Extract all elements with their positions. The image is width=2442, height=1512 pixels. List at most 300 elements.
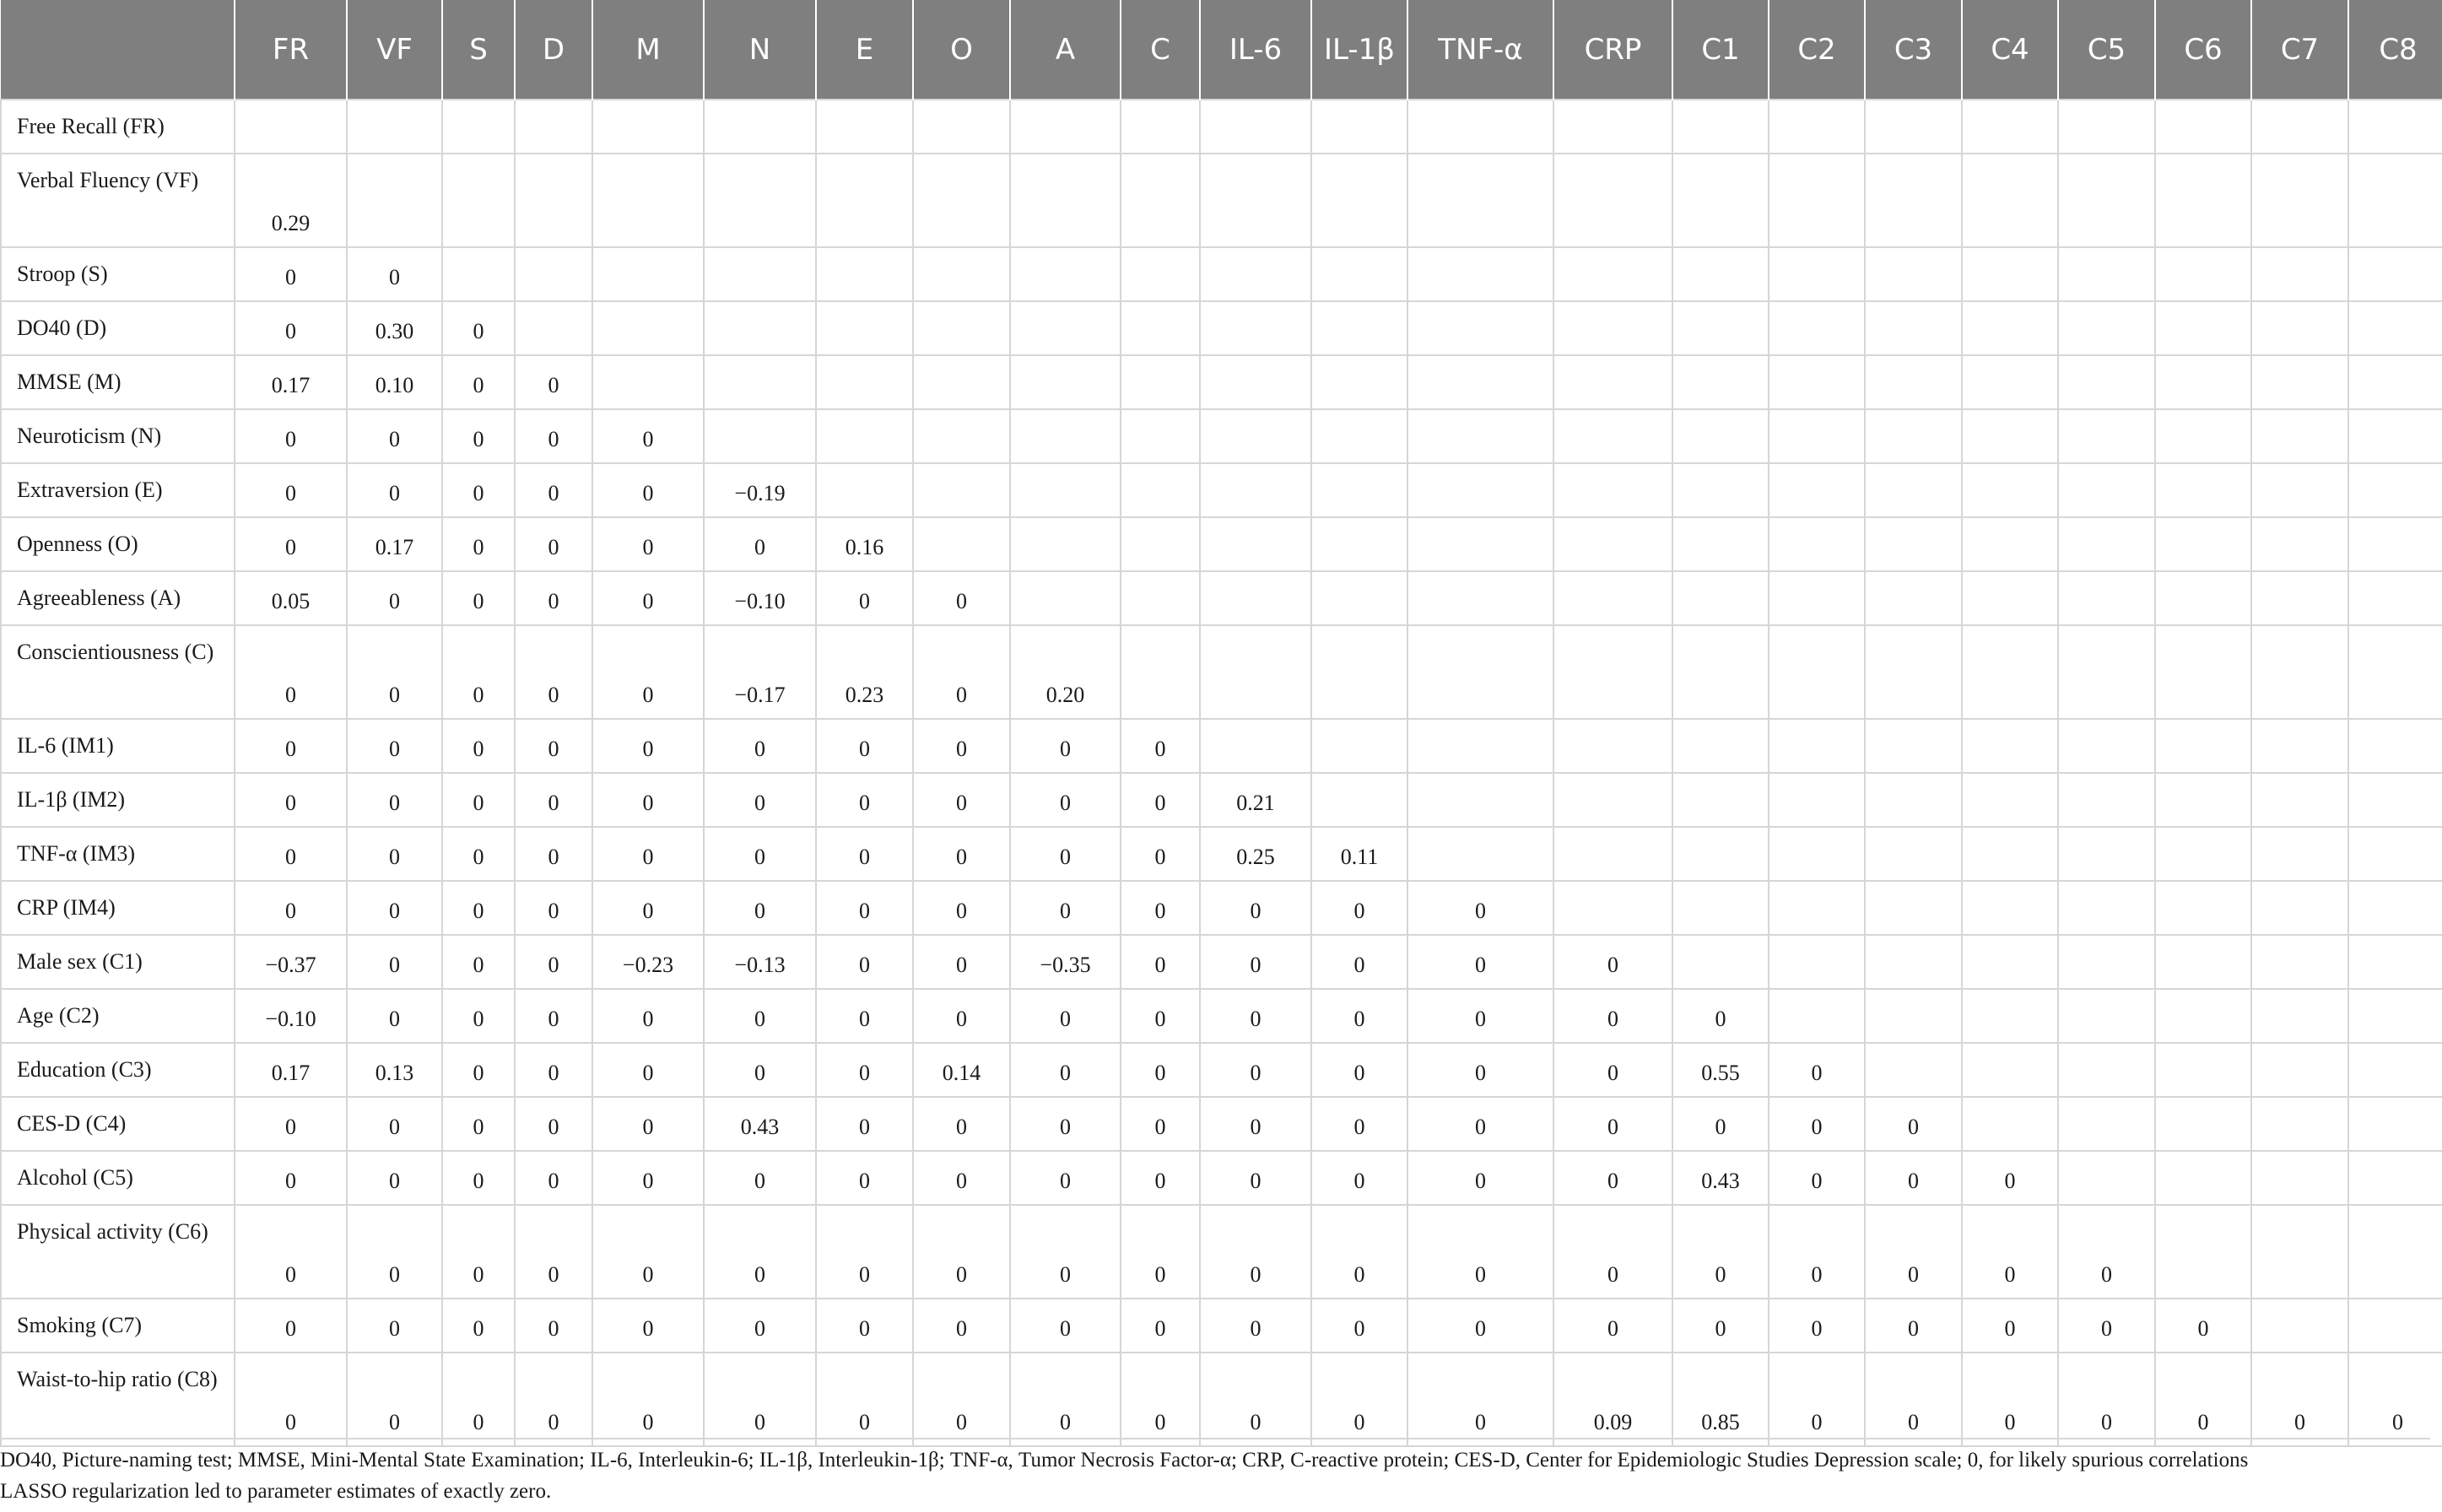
table-cell: −0.19 <box>704 463 816 517</box>
table-cell: 0 <box>592 1353 704 1446</box>
table-cell <box>1962 409 2058 463</box>
table-cell <box>515 301 592 355</box>
table-cell: 0 <box>1010 1205 1121 1299</box>
table-cell <box>1865 463 1962 517</box>
table-cell: 0 <box>515 935 592 989</box>
table-cell <box>1553 881 1672 935</box>
table-cell <box>2348 935 2442 989</box>
table-cell <box>2155 1205 2251 1299</box>
table-cell <box>1407 625 1553 719</box>
table-cell: 0 <box>1865 1205 1962 1299</box>
table-cell: 0 <box>1010 1097 1121 1151</box>
table-cell: 0 <box>1672 989 1769 1043</box>
table-cell: 0.55 <box>1672 1043 1769 1097</box>
table-cell: 0 <box>592 989 704 1043</box>
row-label: Alcohol (C5) <box>1 1151 235 1205</box>
table-cell: 0 <box>1962 1151 2058 1205</box>
table-cell <box>2251 154 2348 247</box>
table-cell <box>2058 517 2155 571</box>
row-label: Openness (O) <box>1 517 235 571</box>
table-cell <box>1010 571 1121 625</box>
table-cell <box>2348 517 2442 571</box>
table-cell <box>1121 463 1200 517</box>
table-cell: 0 <box>816 1299 913 1353</box>
table-cell <box>1200 409 1311 463</box>
table-cell: 0.17 <box>347 517 442 571</box>
row-label: Waist-to-hip ratio (C8) <box>1 1353 235 1446</box>
table-cell: 0 <box>913 827 1010 881</box>
table-cell <box>2155 827 2251 881</box>
table-row <box>1 1043 2442 1097</box>
table-cell <box>2155 409 2251 463</box>
table-cell: 0 <box>704 1353 816 1446</box>
table-cell: 0 <box>1672 1205 1769 1299</box>
table-cell <box>1311 100 1407 154</box>
table-cell: 0 <box>235 827 347 881</box>
table-cell <box>1672 625 1769 719</box>
table-cell <box>2155 355 2251 409</box>
table-cell <box>2251 989 2348 1043</box>
table-cell: 0 <box>347 773 442 827</box>
table-cell: 0 <box>1769 1097 1865 1151</box>
table-cell <box>1407 355 1553 409</box>
table-cell <box>2058 409 2155 463</box>
table-cell <box>1962 571 2058 625</box>
table-cell: 0 <box>1200 1353 1311 1446</box>
table-cell <box>1311 301 1407 355</box>
table-cell <box>2348 571 2442 625</box>
table-cell: 0 <box>592 881 704 935</box>
table-cell: 0 <box>1200 881 1311 935</box>
table-cell <box>1672 719 1769 773</box>
table-cell <box>1553 827 1672 881</box>
table-cell: 0 <box>592 827 704 881</box>
table-cell: 0 <box>1200 1043 1311 1097</box>
table-cell: 0 <box>1769 1299 1865 1353</box>
table-cell <box>1553 301 1672 355</box>
table-cell: 0 <box>235 881 347 935</box>
column-header: TNF-α <box>1407 0 1553 100</box>
table-cell: 0 <box>1769 1043 1865 1097</box>
table-cell <box>816 463 913 517</box>
table-cell: 0 <box>1769 1151 1865 1205</box>
table-cell <box>2348 1151 2442 1205</box>
table-cell: 0 <box>1672 1097 1769 1151</box>
table-cell: 0 <box>816 1353 913 1446</box>
table-cell <box>1672 463 1769 517</box>
table-row <box>1 1097 2442 1151</box>
table-cell: 0 <box>515 1353 592 1446</box>
table-cell: 0.43 <box>704 1097 816 1151</box>
table-cell <box>1121 517 1200 571</box>
table-cell <box>913 517 1010 571</box>
table-cell: 0 <box>1010 989 1121 1043</box>
table-cell <box>1865 355 1962 409</box>
table-cell: 0 <box>816 827 913 881</box>
table-cell: 0 <box>592 1097 704 1151</box>
table-cell <box>2251 409 2348 463</box>
table-cell: 0 <box>1311 1097 1407 1151</box>
table-cell: 0.14 <box>913 1043 1010 1097</box>
table-cell <box>913 409 1010 463</box>
table-cell: 0 <box>1200 1299 1311 1353</box>
table-cell <box>1962 625 2058 719</box>
table-cell: 0 <box>235 719 347 773</box>
table-cell: 0 <box>592 1205 704 1299</box>
table-cell <box>704 154 816 247</box>
table-cell <box>2348 625 2442 719</box>
table-cell: 0 <box>1010 773 1121 827</box>
table-cell: 0 <box>592 571 704 625</box>
table-cell: 0 <box>347 463 442 517</box>
table-cell: 0 <box>1769 1205 1865 1299</box>
table-cell <box>1553 355 1672 409</box>
table-cell <box>913 100 1010 154</box>
table-cell <box>1200 247 1311 301</box>
table-row <box>1 301 2442 355</box>
column-header: A <box>1010 0 1121 100</box>
table-cell: 0 <box>1407 935 1553 989</box>
column-header: VF <box>347 0 442 100</box>
table-cell <box>1010 463 1121 517</box>
table-cell <box>235 100 347 154</box>
table-cell: 0 <box>2251 1353 2348 1446</box>
table-cell: 0 <box>235 247 347 301</box>
table-cell: 0 <box>235 1353 347 1446</box>
table-cell: 0 <box>704 827 816 881</box>
table-cell <box>2058 247 2155 301</box>
table-cell <box>1553 625 1672 719</box>
table-cell: −0.37 <box>235 935 347 989</box>
table-cell: 0 <box>1121 1151 1200 1205</box>
row-label: Education (C3) <box>1 1043 235 1097</box>
table-cell: 0 <box>442 935 515 989</box>
table-cell: 0 <box>1407 1353 1553 1446</box>
table-cell <box>1672 100 1769 154</box>
table-cell <box>2348 1205 2442 1299</box>
table-cell: 0 <box>235 463 347 517</box>
row-label: Conscientiousness (C) <box>1 625 235 719</box>
table-cell: 0 <box>515 463 592 517</box>
table-cell <box>2155 1043 2251 1097</box>
table-cell <box>1010 517 1121 571</box>
table-cell <box>2348 773 2442 827</box>
table-row <box>1 100 2442 154</box>
row-label: Verbal Fluency (VF) <box>1 154 235 247</box>
table-cell <box>2058 100 2155 154</box>
table-cell: 0 <box>704 1151 816 1205</box>
table-cell: 0 <box>1200 1205 1311 1299</box>
table-cell <box>1865 881 1962 935</box>
table-cell <box>2251 571 2348 625</box>
table-cell <box>1010 154 1121 247</box>
table-cell: 0 <box>1407 1097 1553 1151</box>
table-cell <box>515 247 592 301</box>
table-cell <box>2348 100 2442 154</box>
table-cell: 0 <box>1121 1097 1200 1151</box>
table-cell <box>1769 571 1865 625</box>
table-cell <box>2058 571 2155 625</box>
table-cell: 0 <box>1553 1151 1672 1205</box>
table-cell <box>2348 154 2442 247</box>
table-cell <box>2155 773 2251 827</box>
table-cell <box>2155 1097 2251 1151</box>
table-cell <box>1672 773 1769 827</box>
table-cell <box>347 154 442 247</box>
table-cell <box>442 100 515 154</box>
table-cell <box>1865 154 1962 247</box>
table-cell: 0 <box>442 571 515 625</box>
table-cell: −0.23 <box>592 935 704 989</box>
table-cell <box>1672 827 1769 881</box>
table-cell: 0 <box>515 409 592 463</box>
table-cell <box>2155 989 2251 1043</box>
table-cell: 0 <box>1200 1097 1311 1151</box>
table-cell: 0 <box>1200 935 1311 989</box>
table-cell: 0 <box>704 989 816 1043</box>
table-cell <box>1121 571 1200 625</box>
table-cell <box>592 154 704 247</box>
table-cell: 0 <box>1311 989 1407 1043</box>
table-cell <box>2058 154 2155 247</box>
table-cell <box>913 154 1010 247</box>
table-cell <box>1553 517 1672 571</box>
table-cell <box>2155 154 2251 247</box>
column-header: M <box>592 0 704 100</box>
table-cell <box>816 355 913 409</box>
table-cell <box>1200 100 1311 154</box>
row-label: Smoking (C7) <box>1 1299 235 1353</box>
table-cell: 0 <box>515 989 592 1043</box>
table-cell <box>2058 719 2155 773</box>
table-cell <box>2251 935 2348 989</box>
table-cell: 0 <box>515 1151 592 1205</box>
row-label: MMSE (M) <box>1 355 235 409</box>
table-cell <box>816 409 913 463</box>
row-label: CES-D (C4) <box>1 1097 235 1151</box>
table-cell <box>1962 247 2058 301</box>
table-cell <box>1769 881 1865 935</box>
table-cell: 0.13 <box>347 1043 442 1097</box>
table-cell <box>1962 719 2058 773</box>
table-cell: 0 <box>592 625 704 719</box>
table-cell: 0 <box>1121 935 1200 989</box>
table-cell <box>2251 463 2348 517</box>
table-cell: 0 <box>592 773 704 827</box>
table-cell <box>2058 355 2155 409</box>
table-row <box>1 1205 2442 1299</box>
table-cell <box>1769 154 1865 247</box>
table-cell: 0 <box>515 1205 592 1299</box>
table-cell: 0 <box>816 571 913 625</box>
table-cell <box>1962 773 2058 827</box>
table-cell: 0 <box>347 989 442 1043</box>
table-cell: 0 <box>913 773 1010 827</box>
column-header: D <box>515 0 592 100</box>
table-cell: 0 <box>1311 1043 1407 1097</box>
table-cell <box>1407 247 1553 301</box>
table-cell: −0.13 <box>704 935 816 989</box>
table-cell: 0 <box>442 301 515 355</box>
table-cell <box>1962 154 2058 247</box>
table-cell: 0 <box>592 719 704 773</box>
table-cell <box>1769 773 1865 827</box>
table-cell: 0.17 <box>235 1043 347 1097</box>
table-cell <box>1865 935 1962 989</box>
table-cell: 0 <box>1407 989 1553 1043</box>
table-cell: 0 <box>1311 1299 1407 1353</box>
table-cell <box>1407 409 1553 463</box>
table-cell <box>1553 773 1672 827</box>
table-cell: 0.29 <box>235 154 347 247</box>
row-label: IL-6 (IM1) <box>1 719 235 773</box>
table-cell <box>2058 1151 2155 1205</box>
table-cell <box>1010 409 1121 463</box>
table-cell: 0 <box>347 1097 442 1151</box>
column-header: C1 <box>1672 0 1769 100</box>
table-row <box>1 571 2442 625</box>
table-cell: 0 <box>1200 989 1311 1043</box>
table-cell <box>1769 100 1865 154</box>
table-cell <box>913 463 1010 517</box>
table-cell: 0 <box>235 1205 347 1299</box>
table-cell: 0 <box>1010 881 1121 935</box>
table-cell <box>1769 517 1865 571</box>
table-cell: 0 <box>515 571 592 625</box>
table-cell <box>2348 719 2442 773</box>
table-cell <box>2058 773 2155 827</box>
table-cell: 0 <box>816 1043 913 1097</box>
table-cell <box>1962 355 2058 409</box>
table-cell <box>1962 301 2058 355</box>
table-cell <box>1865 827 1962 881</box>
table-cell <box>1311 409 1407 463</box>
table-cell: 0 <box>704 517 816 571</box>
table-cell: 0 <box>1962 1205 2058 1299</box>
table-cell: 0 <box>347 409 442 463</box>
table-cell <box>1865 301 1962 355</box>
table-cell <box>1672 571 1769 625</box>
table-cell: 0 <box>1121 773 1200 827</box>
table-cell: 0.17 <box>235 355 347 409</box>
table-cell: −0.10 <box>235 989 347 1043</box>
table-cell <box>913 355 1010 409</box>
table-cell <box>1769 719 1865 773</box>
table-cell: 0 <box>704 719 816 773</box>
table-cell: 0 <box>442 1205 515 1299</box>
table-row <box>1 989 2442 1043</box>
table-cell <box>1865 517 1962 571</box>
table-cell: 0 <box>515 1299 592 1353</box>
table-cell <box>704 409 816 463</box>
table-cell: 0.85 <box>1672 1353 1769 1446</box>
column-header: C2 <box>1769 0 1865 100</box>
table-cell: 0 <box>347 1205 442 1299</box>
table-cell: 0 <box>347 625 442 719</box>
table-cell <box>1311 355 1407 409</box>
table-cell <box>1407 827 1553 881</box>
table-cell: 0 <box>442 773 515 827</box>
table-cell <box>2058 625 2155 719</box>
table-cell: 0 <box>1121 1043 1200 1097</box>
table-cell <box>2155 1151 2251 1205</box>
table-cell <box>1769 355 1865 409</box>
table-cell: 0 <box>1962 1353 2058 1446</box>
table-cell <box>1672 301 1769 355</box>
table-cell: 0 <box>1311 1353 1407 1446</box>
table-cell: 0 <box>515 517 592 571</box>
table-cell: 0.05 <box>235 571 347 625</box>
row-label: CRP (IM4) <box>1 881 235 935</box>
footnote-line-1: DO40, Picture-naming test; MMSE, Mini-Mental State Examination; IL-6, Interleukin-6; IL-1β, Interleukin-1β; TNF-α, Tumor Necrosis Factor-α; CRP, C-reactive protein; CES-D, Center for Epidemiologic Studies Depression scale; 0, for likely spurious correlations <box>0 1449 2249 1472</box>
table-cell: 0 <box>1407 1043 1553 1097</box>
table-cell <box>1769 827 1865 881</box>
table-cell <box>1672 881 1769 935</box>
table-cell <box>2348 301 2442 355</box>
table-cell: −0.10 <box>704 571 816 625</box>
table-cell <box>1769 935 1865 989</box>
table-cell <box>2155 301 2251 355</box>
table-cell: 0 <box>442 517 515 571</box>
table-cell: 0 <box>1311 1151 1407 1205</box>
table-cell: 0 <box>515 625 592 719</box>
table-cell <box>1311 625 1407 719</box>
table-cell <box>1311 517 1407 571</box>
header-corner-cell <box>1 0 235 100</box>
table-cell: 0 <box>235 409 347 463</box>
table-cell <box>1407 301 1553 355</box>
table-cell: 0 <box>816 935 913 989</box>
table-cell: 0 <box>515 1097 592 1151</box>
table-cell: 0 <box>235 1151 347 1205</box>
table-cell: 0 <box>2155 1353 2251 1446</box>
table-cell: 0 <box>1010 1151 1121 1205</box>
table-cell <box>1865 100 1962 154</box>
table-cell: 0.10 <box>347 355 442 409</box>
table-cell: 0 <box>347 571 442 625</box>
table-cell <box>1121 154 1200 247</box>
table-cell: 0 <box>442 989 515 1043</box>
table-cell: 0 <box>816 719 913 773</box>
table-cell <box>592 247 704 301</box>
table-cell: 0 <box>515 773 592 827</box>
table-cell: 0 <box>1553 1205 1672 1299</box>
table-cell: 0 <box>816 1151 913 1205</box>
column-header: C6 <box>2155 0 2251 100</box>
table-cell <box>704 247 816 301</box>
table-cell <box>2155 247 2251 301</box>
table-cell <box>1407 571 1553 625</box>
table-cell <box>1769 409 1865 463</box>
table-cell <box>2155 100 2251 154</box>
table-cell <box>1769 989 1865 1043</box>
table-cell <box>2251 1097 2348 1151</box>
row-label: Age (C2) <box>1 989 235 1043</box>
table-row <box>1 517 2442 571</box>
table-cell: 0 <box>347 719 442 773</box>
table-cell <box>2251 1043 2348 1097</box>
table-cell <box>2251 881 2348 935</box>
table-cell <box>1200 463 1311 517</box>
row-label: IL-1β (IM2) <box>1 773 235 827</box>
table-cell <box>704 301 816 355</box>
table-cell: 0 <box>1407 1151 1553 1205</box>
table-cell: 0 <box>592 1151 704 1205</box>
table-cell <box>1672 247 1769 301</box>
table-cell <box>1200 301 1311 355</box>
column-header: C8 <box>2348 0 2442 100</box>
table-cell <box>1962 100 2058 154</box>
